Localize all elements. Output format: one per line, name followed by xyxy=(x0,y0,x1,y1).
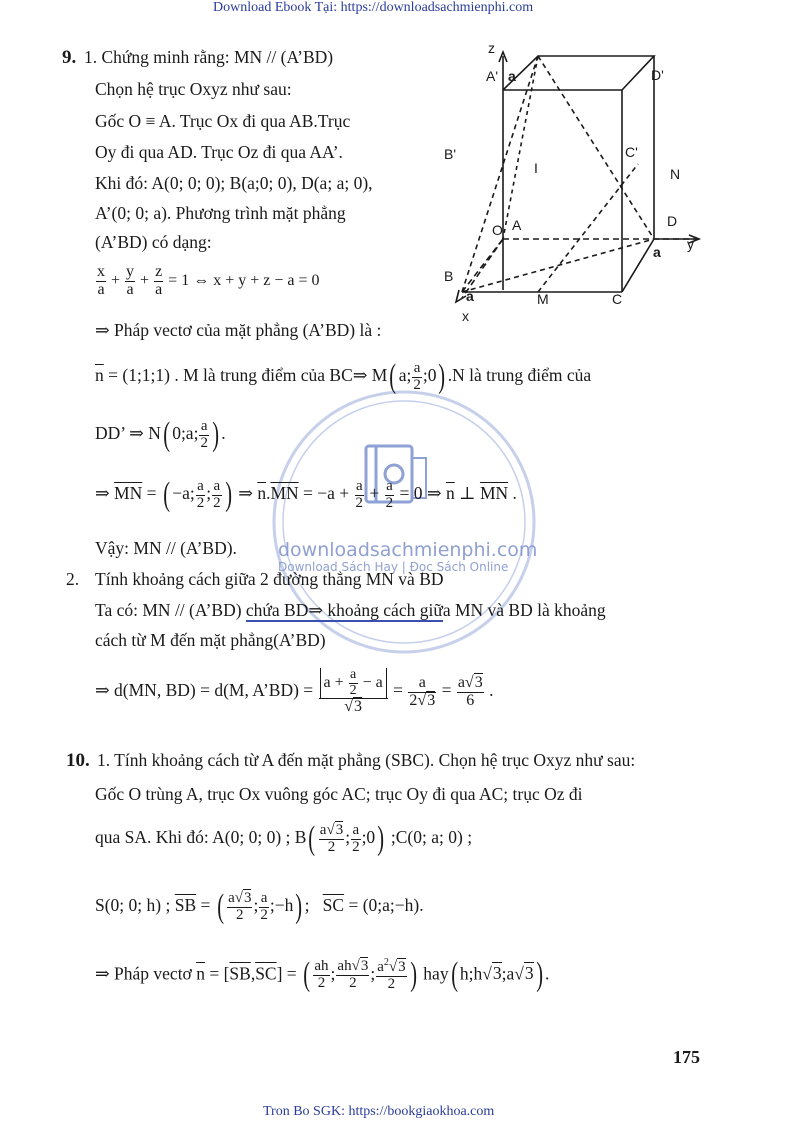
label-a-top: a xyxy=(508,68,516,84)
label-a-bottom: a xyxy=(466,288,474,304)
label-z: z xyxy=(488,40,495,56)
label-I: I xyxy=(534,160,538,176)
ex9-line2: Chọn hệ trục Oxyz như sau: xyxy=(95,79,292,99)
label-Dprime: D' xyxy=(651,67,664,83)
ex9-distance-equation: ⇒ d(MN, BD) = d(M, A’BD) = a + $\frac{a}{2}$ − a √3 = $\frac{a}{2√3}$ = $\frac{a√3}{6}$ . xyxy=(95,667,494,716)
label-x: x xyxy=(462,308,469,324)
ex9-line8: ⇒ Pháp vectơ của mặt phẳng (A’BD) là : xyxy=(95,320,382,340)
ex10-line4: S(0; 0; h) ; $\overline{SB}$ = ( $\frac{a√3}{2}$ ; $\frac{a}{2}$ ;−h) ; $\overline{SC}$ = (0;a;−h). xyxy=(95,888,424,925)
label-N: N xyxy=(670,166,681,182)
ex10-number: 10. xyxy=(66,750,90,771)
label-D: D xyxy=(667,213,678,229)
label-y: y xyxy=(687,236,694,252)
ex10-line2: Gốc O trùng A, trục Ox vuông góc AC; trục Oy đi qua AC; trục Oz đi xyxy=(95,784,583,804)
ex9-line7: (A’BD) có dạng: xyxy=(95,232,212,252)
watermark-sub: Download Sách Hay | Đọc Sách Online xyxy=(278,560,509,574)
label-Aprime: A' xyxy=(486,68,499,84)
ex9-line11: ⇒ $\overline{MN}$ = ( −a; $\frac{a}{2}$ ; $\frac{a}{2}$ ) ⇒ $\overline{n}.\overline{MN} = -a$ + $\frac{a}{2}$ + $\frac{a}{2}$ = 0 ⇒ $\overline{n}$ ⊥ $\overline{MN}$ . xyxy=(95,476,517,513)
cube-figure xyxy=(440,40,710,325)
label-a-right: a xyxy=(653,244,661,260)
label-A: A xyxy=(512,217,522,233)
ex9-line3: Gốc O ≡ A. Trục Ox đi qua AB.Trục xyxy=(95,111,351,131)
ex9-line9: $\overline{n}$ = (1;1;1) . M là trung điểm của BC⇒ M( a; $\frac{a}{2}$ ;0) .N là trung điểm của xyxy=(95,358,592,395)
label-M: M xyxy=(537,291,549,307)
label-O: O xyxy=(492,222,503,238)
watermark-main: downloadsachmienphi.com xyxy=(278,539,538,561)
ex9-part2-number: 2. xyxy=(66,569,80,589)
ex9-line4: Oy đi qua AD. Trục Oz đi qua AA’. xyxy=(95,142,343,162)
ex9-number: 9. xyxy=(62,47,77,68)
ex9-line10: DD’ ⇒ N( 0;a; $\frac{a}{2}$ ) . xyxy=(95,416,226,453)
ex10-line3: qua SA. Khi đó: A(0; 0; 0) ; B( $\frac{a√3}{2}$ ; $\frac{a}{2}$ ;0) ;C(0; a; 0) ; xyxy=(95,820,473,857)
ex9-line6: A’(0; 0; a). Phương trình mặt phẳng xyxy=(95,203,346,223)
ex9-line5: Khi đó: A(0; 0; 0); B(a;0; 0), D(a; a; 0), xyxy=(95,173,373,193)
page-number: 175 xyxy=(673,1047,700,1067)
label-C: C xyxy=(612,291,623,307)
ex9-part2-line2: cách từ M đến mặt phẳng(A’BD) xyxy=(95,630,326,650)
label-B: B xyxy=(444,268,454,284)
ex9-part2-line1: Ta có: MN // (A’BD) chứa BD⇒ khoảng cách giữa MN và BD là khoảng xyxy=(95,600,606,620)
ex9-plane-equation: $\frac{x}{a}$ + $\frac{y}{a}$ + $\frac{z}{a}$ = 1 ⇔ x + y + z − a = 0 xyxy=(97,263,320,298)
label-Bprime: B' xyxy=(444,146,457,162)
ex9-line1: 1. Chứng minh rằng: MN // (A’BD) xyxy=(84,47,334,67)
footer-link[interactable]: Tron Bo SGK: https://bookgiaokhoa.com xyxy=(263,1104,495,1119)
label-Cprime: C' xyxy=(625,144,638,160)
ex10-line5: ⇒ Pháp vectơ $\overline{n} = [\overline{SB},\overline{SC}]$ = ( $\frac{ah}{2}$ ; $\frac{ah√3}{2}$ ; $\frac{a^2√3}{2}$ ) hay( h;h√3;a√3) . xyxy=(95,956,550,994)
ex9-line12: Vậy: MN // (A’BD). xyxy=(95,538,237,558)
ex9-part2-title: Tính khoảng cách giữa 2 đường thẳng MN và BD xyxy=(95,569,444,589)
ex10-line1: 1. Tính khoảng cách từ A đến mặt phẳng (SBC). Chọn hệ trục Oxyz như sau: xyxy=(97,750,636,770)
header-link[interactable]: Download Ebook Tại: https://downloadsachmienphi.com xyxy=(213,0,534,15)
